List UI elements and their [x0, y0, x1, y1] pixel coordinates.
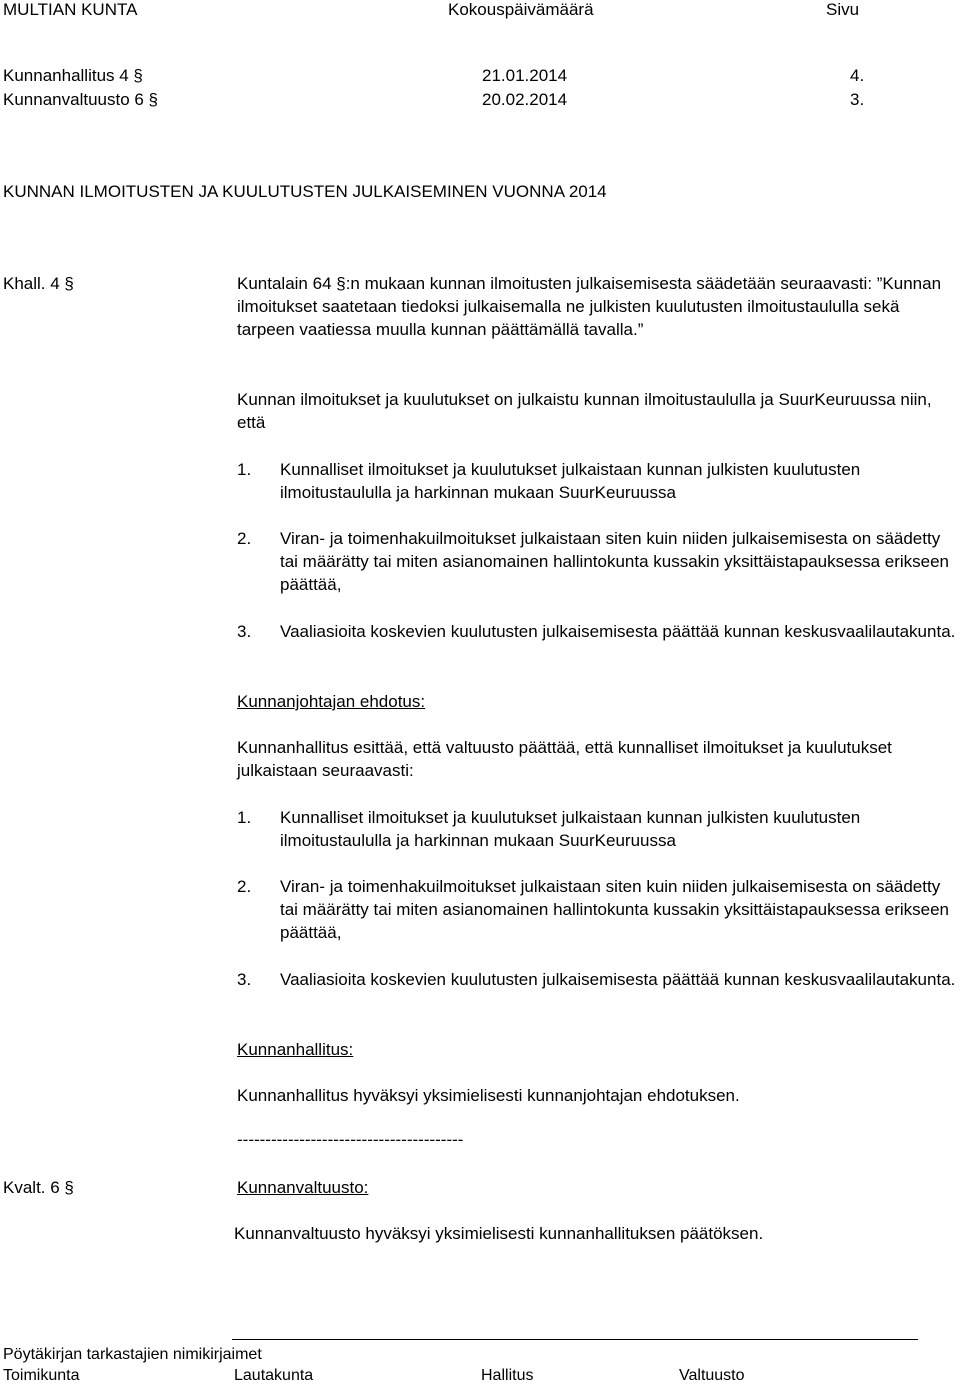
list-text: Kunnalliset ilmoitukset ja kuulutukset julkaistaan kunnan julkisten kuulutusten ilmoitustaululla ja harkinnan mukaan SuurKeuruussa [280, 460, 861, 502]
footer-col-board: Lautakunta [234, 1367, 314, 1384]
council-heading: Kunnanvaltuusto: [237, 1178, 369, 1197]
list-number: 1. [237, 460, 252, 479]
footer-col-executive: Hallitus [481, 1367, 534, 1384]
list-item [237, 620, 959, 643]
meeting-date: 21.01.2014 [482, 66, 568, 85]
proposal-heading: Kunnanjohtajan ehdotus: [237, 692, 426, 711]
list-item [237, 968, 959, 991]
list-text: Vaaliasioita koskevien kuulutusten julkaisemisesta päättää kunnan keskusvaalilautakunta. [280, 622, 956, 641]
meeting-date: 20.02.2014 [482, 90, 568, 109]
intro-paragraph: Kuntalain 64 §:n mukaan kunnan ilmoitusten julkaisemisesta säädetään seuraavasti: ”Kunnan ilmoitukset saatetaan tiedoksi julkaisemalla ne julkisten kuulutusten ilmoitustaululla sekä tarpeen vaatiessa muulla kunnan päättämällä tavalla.” [237, 274, 942, 339]
meeting-body: Kunnanhallitus 4 § [3, 66, 143, 85]
list-item [237, 527, 959, 596]
meeting-date-label: Kokouspäivämäärä [448, 0, 594, 19]
footer-col-committee: Toimikunta [3, 1367, 80, 1384]
kvalt-reference: Kvalt. 6 § [3, 1178, 74, 1197]
list-number: 3. [237, 622, 252, 641]
list-item [237, 875, 959, 944]
page-label: Sivu [826, 0, 860, 19]
signatures-label: Pöytäkirjan tarkastajien nimikirjaimet [3, 1346, 262, 1363]
list-item [237, 458, 959, 504]
footer-col-council: Valtuusto [679, 1367, 745, 1384]
khall-reference: Khall. 4 § [3, 274, 74, 293]
list-text: Vaaliasioita koskevien kuulutusten julkaisemisesta päättää kunnan keskusvaalilautakunta. [280, 970, 956, 989]
signature-line [232, 1339, 918, 1340]
document-title: KUNNAN ILMOITUSTEN JA KUULUTUSTEN JULKAISEMINEN VUONNA 2014 [3, 182, 607, 201]
council-decision-text: Kunnanvaltuusto hyväksyi yksimielisesti kunnanhallituksen päätöksen. [234, 1224, 764, 1243]
separator-line: ---------------------------------------- [237, 1130, 464, 1149]
meeting-body: Kunnanvaltuusto 6 § [3, 90, 159, 109]
list-item [237, 806, 959, 852]
municipality-name: MULTIAN KUNTA [3, 0, 138, 19]
list-number: 1. [237, 808, 252, 827]
proposal-intro: Kunnanhallitus esittää, että valtuusto päättää, että kunnalliset ilmoitukset ja kuulutukset julkaistaan seuraavasti: [237, 738, 892, 780]
list-text: Viran- ja toimenhakuilmoitukset julkaistaan siten kuin niiden julkaisemisesta on säädetty tai määrätty tai miten asianomainen hallintokunta kussakin yksittäistapauksessa erikseen päättää, [280, 529, 950, 594]
meeting-page: 3. [850, 90, 865, 109]
board-decision-text: Kunnanhallitus hyväksyi yksimielisesti kunnanjohtajan ehdotuksen. [237, 1086, 740, 1105]
list-text: Kunnalliset ilmoitukset ja kuulutukset julkaistaan kunnan julkisten kuulutusten ilmoitustaululla ja harkinnan mukaan SuurKeuruussa [280, 808, 861, 850]
list-number: 3. [237, 970, 252, 989]
list-number: 2. [237, 529, 252, 548]
meeting-page: 4. [850, 66, 865, 85]
list-text: Viran- ja toimenhakuilmoitukset julkaistaan siten kuin niiden julkaisemisesta on säädetty tai määrätty tai miten asianomainen hallintokunta kussakin yksittäistapauksessa erikseen päättää, [280, 877, 950, 942]
board-decision-heading: Kunnanhallitus: [237, 1040, 354, 1059]
current-practice-paragraph: Kunnan ilmoitukset ja kuulutukset on julkaistu kunnan ilmoitustaululla ja SuurKeuruussa niin, että [237, 390, 932, 432]
list-number: 2. [237, 877, 252, 896]
